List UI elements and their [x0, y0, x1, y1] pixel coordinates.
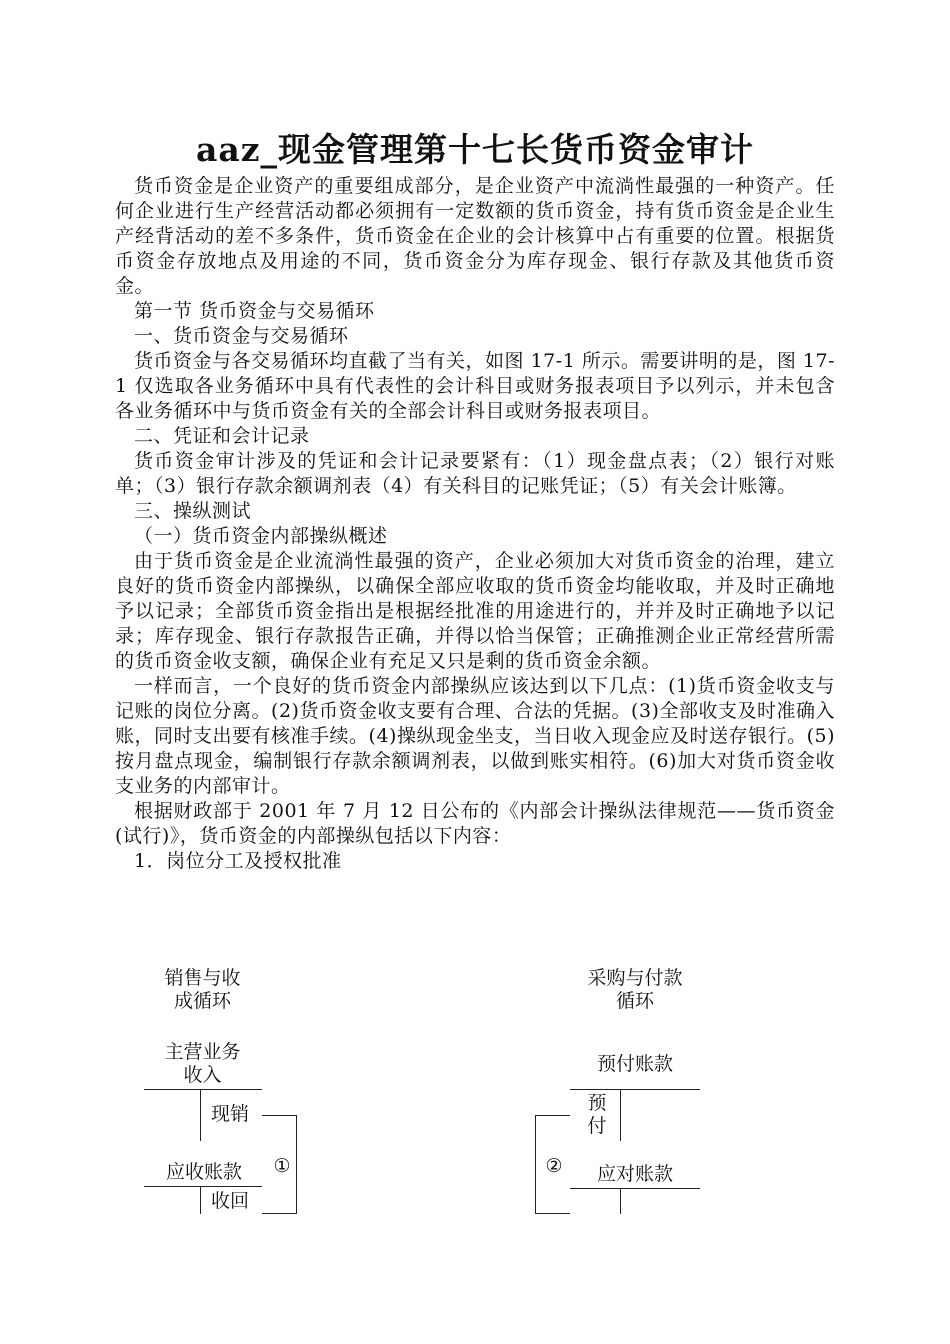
left-entry-collection: 收回 — [210, 1190, 249, 1212]
bracket-line — [535, 1115, 536, 1213]
bracket-line — [535, 1115, 570, 1116]
left-cycle-label: 销售与收 成循环 — [164, 967, 241, 1012]
t-account-line — [200, 1186, 201, 1214]
t-account-line — [620, 1188, 621, 1214]
document-body — [115, 174, 835, 874]
bracket-line — [262, 1115, 297, 1116]
cycle-diagram — [0, 955, 950, 1255]
subsection-heading-1: 一、货币资金与交易循环 — [134, 325, 349, 347]
paragraph-control-points: 一样而言，一个良好的货币资金内部操纵应该达到以下几点：(1)货币资金收支与记账的岗位分离。(2)货币资金收支要有合理、合法的凭据。(3)全部收支及时准确入账，同时支出要有核准手续。(4)操纵现金坐支，当日收入现金应及时送存银行。(5)按月盘点现金，编制银行存款余额调剂表，以做到账实相符。(6)加大对货币资金收支业务的内部审计。 — [115, 675, 835, 797]
bracket-line — [296, 1115, 297, 1213]
list-item-heading: 1．岗位分工及授权批准 — [134, 850, 342, 872]
right-cycle-label: 采购与付款 循环 — [587, 967, 683, 1012]
t-account-line — [200, 1089, 201, 1141]
subsection-heading-3: 三、操纵测试 — [134, 500, 252, 522]
right-account-payable: 应对账款 — [596, 1163, 673, 1185]
paragraph-regulation: 根据财政部于 2001 年 7 月 12 日公布的《内部会计操纵法律规范——货币资金(试行)》，货币资金的内部操纵包括以下内容： — [115, 800, 835, 847]
subsubsection-heading: （一）货币资金内部操纵概述 — [134, 525, 388, 547]
bracket-line — [262, 1213, 297, 1214]
paragraph-control-overview: 由于货币资金是企业流淌性最强的资产，企业必须加大对货币资金的治理，建立良好的货币资金内部操纵，以确保全部应收取的货币资金均能收取，并及时正确地予以记录；全部货币资金指出是根据经批准的用途进行的，并并及时正确地予以记录；库存现金、银行存款报告正确，并得以恰当保管；正确推测企业正常经营所需的货币资金收支额，确保企业有充足又只是剩的货币资金余额。 — [115, 550, 835, 672]
left-entry-cash-sale: 现销 — [210, 1103, 249, 1125]
paragraph-vouchers: 货币资金审计涉及的凭证和会计记录要紧有：（1）现金盘点表；（2）银行对账单；（3）银行存款余额调剂表（4）有关科目的记账凭证；（5）有关会计账簿。 — [115, 450, 835, 497]
left-marker: ① — [273, 1155, 291, 1177]
subsection-heading-2: 二、凭证和会计记录 — [134, 425, 310, 447]
right-marker: ② — [545, 1155, 563, 1177]
t-account-line — [144, 1089, 262, 1090]
paragraph-cycles: 货币资金与各交易循环均直截了当有关，如图 17-1 所示。需要讲明的是，图 17-1 仅选取各业务循环中具有代表性的会计科目或财务报表项目予以列示，并未包含各业务循环中与货币资金有关的全部会计科目或财务报表项目。 — [115, 350, 835, 422]
t-account-line — [620, 1089, 621, 1141]
t-account-line — [570, 1089, 700, 1090]
right-entry-prepay: 预 付 — [587, 1092, 607, 1137]
t-account-line — [144, 1186, 262, 1187]
right-account-prepaid: 预付账款 — [596, 1053, 673, 1075]
left-account-receivable: 应收账款 — [165, 1161, 242, 1183]
paragraph-intro: 货币资金是企业资产的重要组成部分，是企业资产中流淌性最强的一种资产。任何企业进行生产经营活动都必须拥有一定数额的货币资金，持有货币资金是企业生产经背活动的差不多条件，货币资金在企业的会计核算中占有重要的位置。根据货币资金存放地点及用途的不同，货币资金分为库存现金、银行存款及其他货币资金。 — [115, 175, 835, 297]
document-title: aaz_现金管理第十七长货币资金审计 — [195, 130, 754, 169]
section-heading: 第一节 货币资金与交易循环 — [134, 300, 375, 322]
t-account-line — [570, 1188, 700, 1189]
bracket-line — [535, 1213, 570, 1214]
left-account-revenue: 主营业务 收入 — [164, 1041, 241, 1086]
